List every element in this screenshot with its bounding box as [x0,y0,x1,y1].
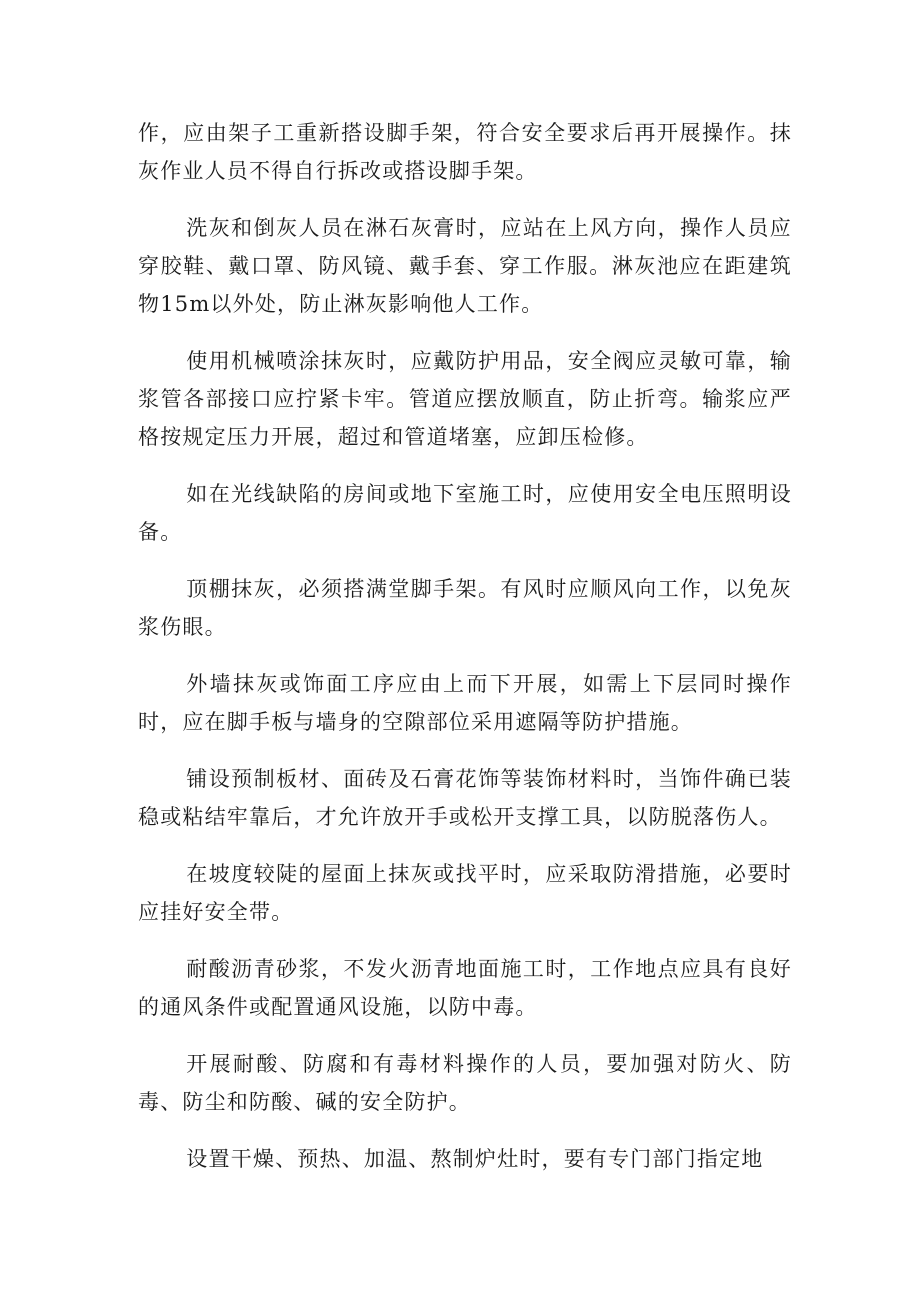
paragraph-4: 如在光线缺陷的房间或地下室施工时，应使用安全电压照明设备。 [138,482,792,544]
paragraph-8: 在坡度较陡的屋面上抹灰或找平时，应采取防滑措施，必要时应挂好安全带。 [138,862,792,924]
paragraph-11: 设置干燥、预热、加温、熬制炉灶时，要有专门部门指定地 [186,1147,764,1171]
paragraph-3: 使用机械喷涂抹灰时，应戴防护用品，安全阀应灵敏可靠，输浆管各部接口应拧紧卡牢。管道应摆放顺直，防止折弯。输浆应严格按规定压力开展，超过和管道堵塞，应卸压检修。 [138,349,792,449]
paragraph-1: 作，应由架子工重新搭设脚手架，符合安全要求后再开展操作。抹灰作业人员不得自行拆改或搭设脚手架。 [138,121,792,183]
paragraph-2: 洗灰和倒灰人员在淋石灰膏时，应站在上风方向，操作人员应穿胶鞋、戴口罩、防风镜、戴手套、穿工作服。淋灰池应在距建筑物15m以外处，防止淋灰影响他人工作。 [138,216,792,316]
document-body [138,114,792,1197]
paragraph-5: 顶棚抹灰，必须搭满堂脚手架。有风时应顺风向工作，以免灰浆伤眼。 [138,577,792,639]
paragraph-10: 开展耐酸、防腐和有毒材料操作的人员，要加强对防火、防毒、防尘和防酸、碱的安全防护。 [138,1052,792,1114]
paragraph-7: 铺设预制板材、面砖及石膏花饰等装饰材料时，当饰件确已装稳或粘结牢靠后，才允许放开手或松开支撑工具，以防脱落伤人。 [138,767,792,829]
paragraph-9: 耐酸沥青砂浆，不发火沥青地面施工时，工作地点应具有良好的通风条件或配置通风设施，以防中毒。 [138,957,792,1019]
paragraph-6: 外墙抹灰或饰面工序应由上而下开展，如需上下层同时操作时，应在脚手板与墙身的空隙部位采用遮隔等防护措施。 [138,672,792,734]
